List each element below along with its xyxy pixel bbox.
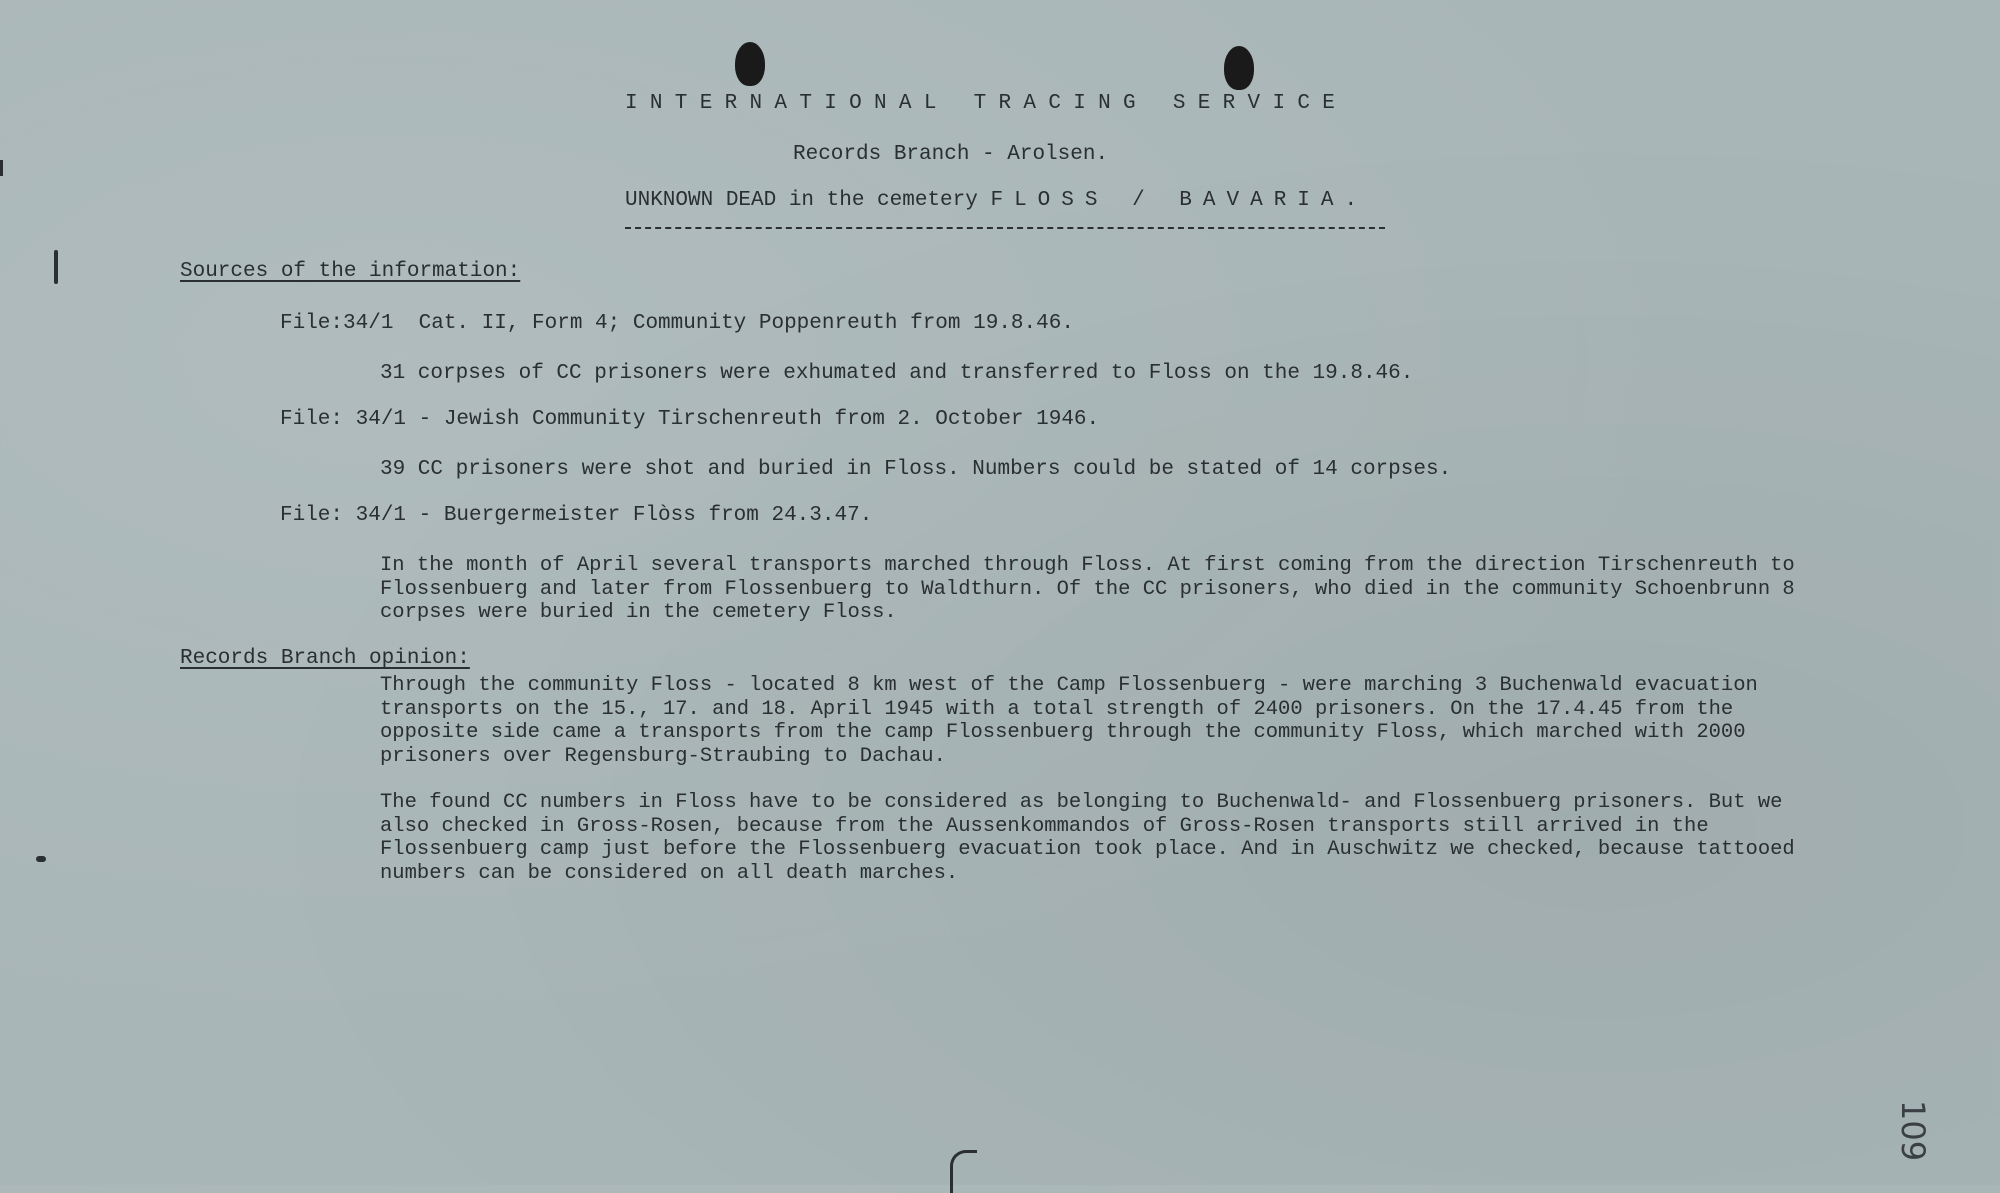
title-place: FLOSS / BAVARIA.	[990, 189, 1369, 212]
opinion-paragraph: Through the community Floss - located 8 km west of the Camp Flossenbuerg - were marching 3 Buchenwald evacuation transports on the 15., 17. and 18. April 1945 with a total strength of 2400 prisoners. On the 17.4.45 from the opposite side came a transports from the camp Flossenbuerg through the community Floss, which marched with 2000 prisoners over Regensburg-Straubing to Dachau.	[380, 674, 1758, 768]
source-note-paragraph: In the month of April several transports marched through Floss. At first coming from the direction Tirschenreuth to Flossenbuerg and later from Flossenbuerg to Waldthurn. Of the CC prisoners, who died in the community Schoenbrunn 8 corpses were buried in the cemetery Floss.	[380, 554, 1795, 624]
margin-mark	[36, 856, 46, 862]
sources-heading: Sources of the information:	[180, 260, 521, 283]
page-number: 109	[1894, 1100, 1932, 1162]
organization-heading: INTERNATIONAL TRACING SERVICE	[625, 92, 1348, 115]
source-file-line: File: 34/1 - Jewish Community Tirschenreuth from 2. October 1946.	[280, 408, 1100, 431]
opinion-paragraph: The found CC numbers in Floss have to be considered as belonging to Buchenwald- and Flossenbuerg prisoners. But we also checked in Gross-Rosen, because from the Aussenkommandos of Gross-Rosen transports still arrived in the Flossenbuerg camp just before the Flossenbuerg evacuation took place. And in Auschwitz we checked, because tattooed numbers can be considered on all death marches.	[380, 791, 1795, 885]
branch-heading: Records Branch - Arolsen.	[793, 143, 1109, 166]
title-underline	[625, 227, 1385, 229]
opinion-heading: Records Branch opinion:	[180, 647, 470, 670]
source-file-line: File: 34/1 - Buergermeister Flòss from 24.3.47.	[280, 504, 873, 527]
bottom-mark	[950, 1150, 977, 1193]
source-file-line: File:34/1 Cat. II, Form 4; Community Poppenreuth from 19.8.46.	[280, 312, 1074, 335]
source-note: 31 corpses of CC prisoners were exhumated and transferred to Floss on the 19.8.46.	[380, 362, 1414, 385]
margin-mark	[54, 250, 58, 284]
punch-hole	[735, 42, 765, 86]
title-prefix: UNKNOWN DEAD in the cemetery	[625, 189, 991, 212]
margin-mark	[0, 160, 3, 176]
source-note: 39 CC prisoners were shot and buried in Floss. Numbers could be stated of 14 corpses.	[380, 458, 1452, 481]
punch-hole	[1224, 46, 1254, 90]
document-title	[625, 189, 1368, 213]
